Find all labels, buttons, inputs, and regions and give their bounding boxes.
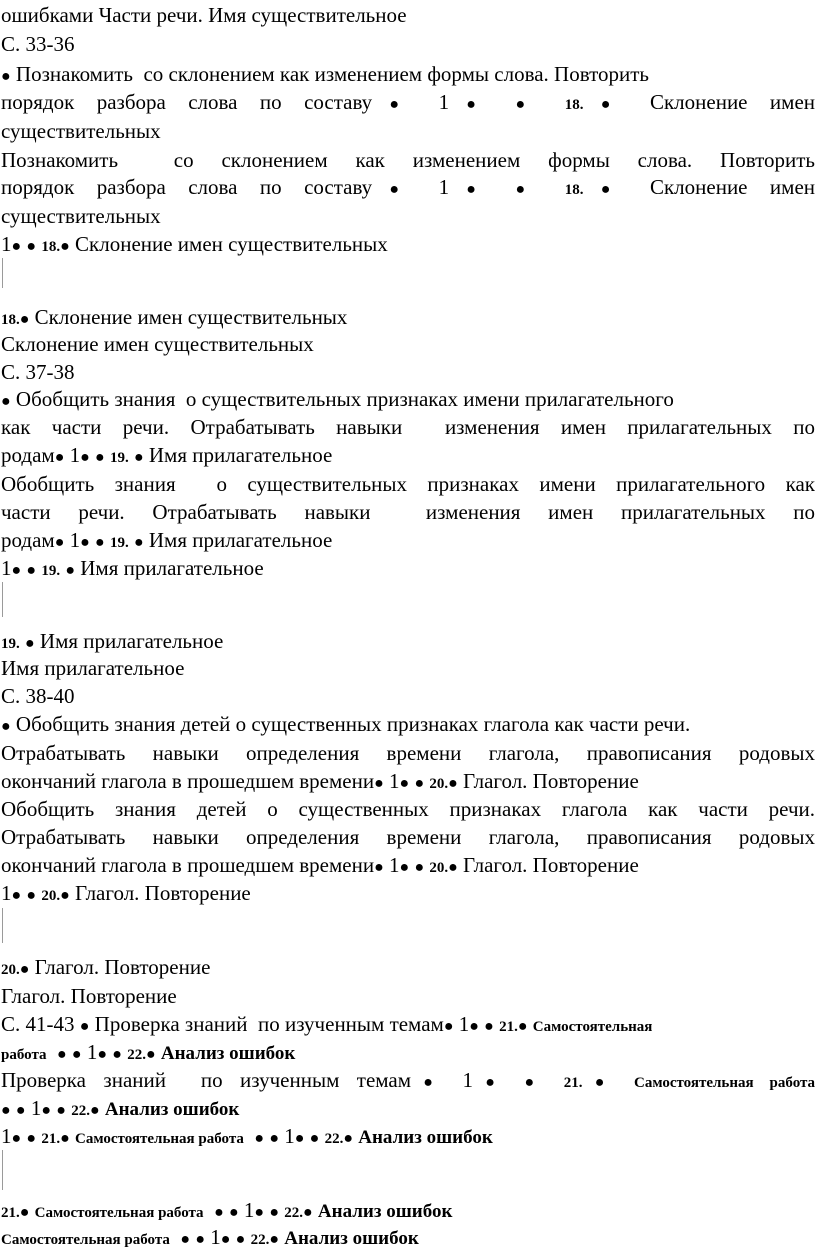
divider bbox=[2, 582, 3, 617]
text-line: 18.● Склонение имен существительных bbox=[1, 305, 348, 329]
text-line: 20.● Глагол. Повторение bbox=[1, 955, 211, 979]
text-line: ● Познакомить со склонением как изменением формы слова. Повторить bbox=[1, 62, 649, 86]
text-line: порядок разбора слова по составу● 1● ● 18.● Склонение имен bbox=[1, 175, 815, 199]
text-line: 1● ● 19. ● Имя прилагательное bbox=[1, 556, 264, 580]
divider bbox=[2, 1150, 3, 1190]
text-line: Проверка знаний по изученным темам● 1● ● 21.● Самостоятельная работа bbox=[1, 1068, 815, 1092]
text-line: С. 33-36 bbox=[1, 32, 75, 56]
text-line: окончаний глагола в прошедшем времени● 1● ● 20.● Глагол. Повторение bbox=[1, 853, 639, 877]
text-line: существительных bbox=[1, 204, 161, 228]
bullet-icon: ● bbox=[1, 68, 11, 85]
text-line: 1● ● 21.● Самостоятельная работа ● ● 1● ● 22.● Анализ ошибок bbox=[1, 1124, 493, 1148]
text-line: 21.● Самостоятельная работа ● ● 1● ● 22.● Анализ ошибок bbox=[1, 1198, 453, 1222]
text-line: ошибками Части речи. Имя существительное bbox=[1, 3, 407, 27]
text-line: родам● 1● ● 19. ● Имя прилагательное bbox=[1, 443, 333, 467]
text-line: ● Обобщить знания детей о существенных признаках глагола как части речи. bbox=[1, 712, 691, 736]
text-line: Отрабатывать навыки определения времени глагола, правописания родовых bbox=[1, 825, 815, 849]
text-line: 19. ● Имя прилагательное bbox=[1, 629, 224, 653]
text-line: Имя прилагательное bbox=[1, 656, 185, 680]
text-line: 1● ● 18.● Склонение имен существительных bbox=[1, 232, 388, 256]
divider bbox=[2, 908, 3, 943]
text-line: 1● ● 20.● Глагол. Повторение bbox=[1, 881, 251, 905]
text-line: Обобщить знания о существительных признаках имени прилагательного как bbox=[1, 472, 815, 496]
text-line: С. 41-43 ● Проверка знаний по изученным темам● 1● ● 21.● Самостоятельная bbox=[1, 1012, 653, 1036]
text-line: Глагол. Повторение bbox=[1, 984, 177, 1008]
text-line: как части речи. Отрабатывать навыки изменения имен прилагательных по bbox=[1, 415, 815, 439]
text-line: Самостоятельная работа ● ● 1● ● 22.● Анализ ошибок bbox=[1, 1225, 419, 1249]
text-line: окончаний глагола в прошедшем времени● 1● ● 20.● Глагол. Повторение bbox=[1, 769, 639, 793]
text-line: Обобщить знания детей о существенных признаках глагола как части речи. bbox=[1, 797, 815, 821]
divider bbox=[2, 258, 3, 288]
text-line: Склонение имен существительных bbox=[1, 332, 314, 356]
text-line: Отрабатывать навыки определения времени глагола, правописания родовых bbox=[1, 741, 815, 765]
text-line: ● ● 1● ● 22.● Анализ ошибок bbox=[1, 1096, 240, 1120]
text-line: существительных bbox=[1, 119, 161, 143]
text-line: родам● 1● ● 19. ● Имя прилагательное bbox=[1, 528, 333, 552]
text-line: части речи. Отрабатывать навыки изменения имен прилагательных по bbox=[1, 500, 815, 524]
text-line: ● Обобщить знания о существительных признаках имени прилагательного bbox=[1, 387, 674, 411]
text-line: порядок разбора слова по составу● 1● ● 18.● Склонение имен bbox=[1, 90, 815, 114]
text-line: С. 37-38 bbox=[1, 360, 75, 384]
text-line: С. 38-40 bbox=[1, 684, 75, 708]
text-line: Познакомить со склонением как изменением формы слова. Повторить bbox=[1, 148, 815, 172]
text-line: работа ● ● 1● ● 22.● Анализ ошибок bbox=[1, 1040, 296, 1064]
